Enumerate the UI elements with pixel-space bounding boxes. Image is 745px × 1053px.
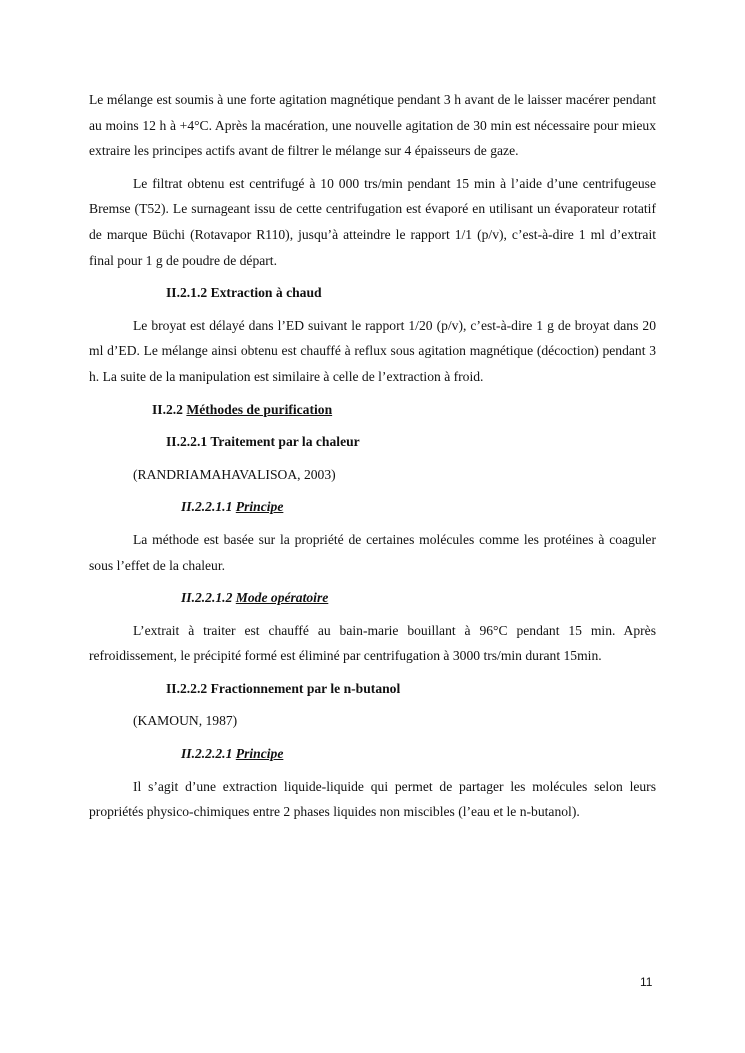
paragraph-maceration: Le mélange est soumis à une forte agitation magnétique pendant 3 h avant de le laisser macérer pendant au moins 12 h à +4°C. Après la macération, une nouvelle agitation de 30 min est nécessaire pour mieux extraire les principes actifs avant de filtrer le mélange sur 4 épaisseurs de gaze. xyxy=(89,92,656,159)
heading-title: Principe xyxy=(235,746,284,762)
heading-title: Principe xyxy=(235,499,284,515)
heading-number: II.2.2.2.1 xyxy=(181,746,233,762)
paragraph-principe-butanol: Il s’agit d’une extraction liquide-liquide qui permet de partager les molécules selon leurs propriétés physico-chimiques entre 2 phases liquides non miscibles (l’eau et le n-butanol). xyxy=(89,778,656,820)
heading-number: II.2.2 xyxy=(152,401,183,417)
heading-fractionnement-butanol: II.2.2.2 Fractionnement par le n-butanol xyxy=(166,680,401,696)
paragraph-centrifugation: Le filtrat obtenu est centrifugé à 10 000 trs/min pendant 15 min à l’aide d’une centrifugeuse Bremse (T52). Le surnageant issu de cette centrifugation est évaporé en utilisant un évaporateur rotatif de marque Büchi (Rotavapor R110), jusqu’à atteindre le rapport 1/1 (p/v), c’est-à-dire 1 ml d’extrait final pour 1 g de poudre de départ. xyxy=(89,175,656,268)
citation-kamoun: (KAMOUN, 1987) xyxy=(133,713,238,729)
heading-principe-chaleur xyxy=(89,494,656,520)
heading-traitement-chaleur: II.2.2.1 Traitement par la chaleur xyxy=(166,434,360,450)
page-number: 11 xyxy=(640,975,653,989)
citation-randriamahavalisoa: (RANDRIAMAHAVALISOA, 2003) xyxy=(133,466,336,482)
heading-title: Méthodes de purification xyxy=(186,401,333,417)
heading-mode-operatoire xyxy=(89,585,656,611)
heading-title: Mode opératoire xyxy=(235,590,329,606)
heading-principe-butanol xyxy=(89,741,656,767)
paragraph-principe-chaleur: La méthode est basée sur la propriété de certaines molécules comme les protéines à coaguler sous l’effet de la chaleur. xyxy=(89,531,656,573)
heading-number: II.2.2.1.2 xyxy=(181,590,233,606)
heading-number: II.2.2.1.1 xyxy=(181,499,233,515)
heading-extraction-a-chaud: II.2.1.2 Extraction à chaud xyxy=(166,285,322,301)
heading-methodes-purification xyxy=(89,397,656,423)
paragraph-mode-operatoire: L’extrait à traiter est chauffé au bain-marie bouillant à 96°C pendant 15 min. Après refroidissement, le précipité formé est éliminé par centrifugation à 3000 trs/min durant 15min. xyxy=(89,622,656,664)
paragraph-extraction-chaud: Le broyat est délayé dans l’ED suivant le rapport 1/20 (p/v), c’est-à-dire 1 g de broyat dans 20 ml d’ED. Le mélange ainsi obtenu est chauffé à reflux sous agitation magnétique (décoction) pendant 3 h. La suite de la manipulation est similaire à celle de l’extraction à froid. xyxy=(89,317,656,384)
page-content xyxy=(89,87,656,832)
